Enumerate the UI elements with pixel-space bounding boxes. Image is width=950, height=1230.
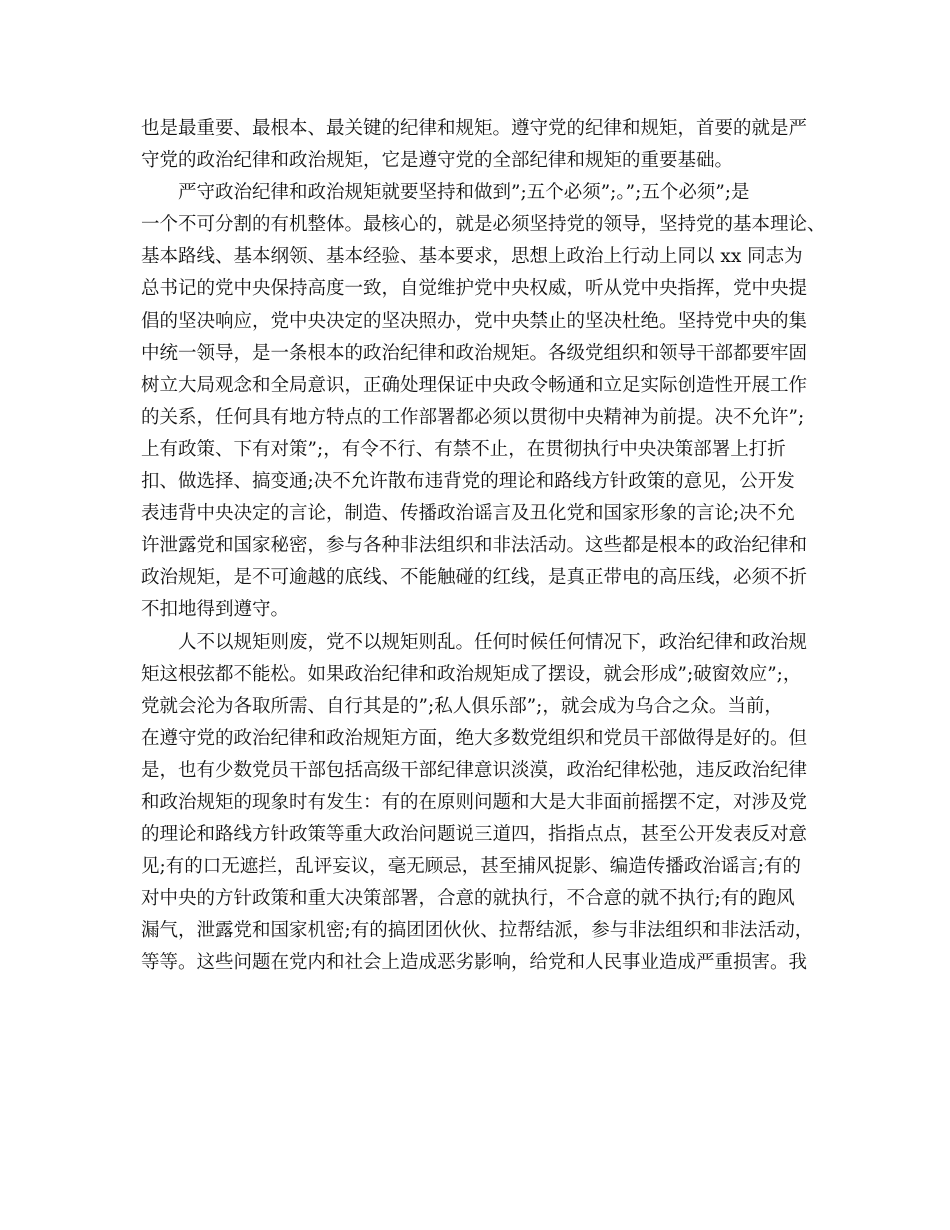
text-line: 见;有的口无遮拦，乱评妄议，毫无顾忌，甚至捕风捉影、编造传播政治谣言;有的: [141, 856, 801, 878]
text-line: 党就会沦为各取所需、自行其是的”;私人俱乐部”;，就会成为乌合之众。当前，: [141, 695, 783, 717]
text-line: 和政治规矩的现象时有发生：有的在原则问题和大是大非面前摇摆不定，对涉及党: [141, 791, 808, 813]
text-line: 漏气，泄露党和国家机密;有的搞团团伙伙、拉帮结派，参与非法组织和非法活动，: [141, 920, 814, 942]
text-line: 等等。这些问题在党内和社会上造成恶劣影响，给党和人民事业造成严重损害。我: [141, 952, 808, 974]
text-line: 严守政治纪律和政治规矩就要坚持和做到”;五个必须”;。”;五个必须”;是: [178, 182, 750, 204]
paragraph: [141, 627, 821, 980]
text-line: 许泄露党和国家秘密，参与各种非法组织和非法活动。这些都是根本的政治纪律和: [141, 535, 808, 557]
text-line: 树立大局观念和全局意识，正确处理保证中央政令畅通和立足实际创造性开展工作: [141, 374, 808, 396]
text-line: 矩这根弦都不能松。如果政治纪律和政治规矩成了摆设，就会形成”;破窗效应”;，: [141, 663, 802, 685]
text-line: 是，也有少数党员干部包括高级干部纪律意识淡漠，政治纪律松弛，违反政治纪律: [141, 759, 808, 781]
text-line: 一个不可分割的有机整体。最核心的，就是必须坚持党的领导，坚持党的基本理论、: [141, 214, 826, 236]
text-line: 也是最重要、最根本、最关键的纪律和规矩。遵守党的纪律和规矩，首要的就是严: [141, 118, 808, 139]
text-line: 基本路线、基本纲领、基本经验、基本要求，思想上政治上行动上同以 xx 同志为: [141, 246, 803, 268]
paragraph: [141, 113, 821, 177]
text-line: 对中央的方针政策和重大决策部署，合意的就执行，不合意的就不执行;有的跑风: [141, 888, 795, 910]
text-line: 的关系，任何具有地方特点的工作部署都必须以贯彻中央精神为前提。决不允许”;: [141, 406, 805, 428]
text-line: 的理论和路线方针政策等重大政治问题说三道四，指指点点，甚至公开发表反对意: [141, 824, 808, 846]
text-line: 不扣地得到遵守。: [141, 599, 290, 621]
text-line: 守党的政治纪律和政治规矩，它是遵守党的全部纪律和规矩的重要基础。: [141, 150, 734, 172]
text-line: 总书记的党中央保持高度一致，自觉维护党中央权威，听从党中央指挥，党中央提: [141, 278, 808, 300]
document-body: [141, 113, 826, 980]
text-line: 表违背中央决定的言论，制造、传播政治谣言及丑化党和国家形象的言论;决不允: [141, 503, 795, 525]
text-line: 扣、做选择、搞变通;决不允许散布违背党的理论和路线方针政策的意见，公开发: [141, 471, 795, 493]
text-line: 倡的坚决响应，党中央决定的坚决照办，党中央禁止的坚决杜绝。坚持党中央的集: [141, 310, 808, 332]
text-line: 上有政策、下有对策”;，有令不行、有禁不止，在贯彻执行中央决策部署上打折: [141, 438, 786, 460]
text-line: 在遵守党的政治纪律和政治规矩方面，绝大多数党组织和党员干部做得是好的。但: [141, 727, 808, 749]
text-line: 中统一领导，是一条根本的政治纪律和政治规矩。各级党组织和领导干部都要牢固: [141, 342, 808, 364]
paragraph: [141, 177, 826, 626]
text-line: 政治规矩，是不可逾越的底线、不能触碰的红线，是真正带电的高压线，必须不折: [141, 567, 808, 589]
text-line: 人不以规矩则废，党不以规矩则乱。任何时候任何情况下，政治纪律和政治规: [178, 631, 808, 653]
